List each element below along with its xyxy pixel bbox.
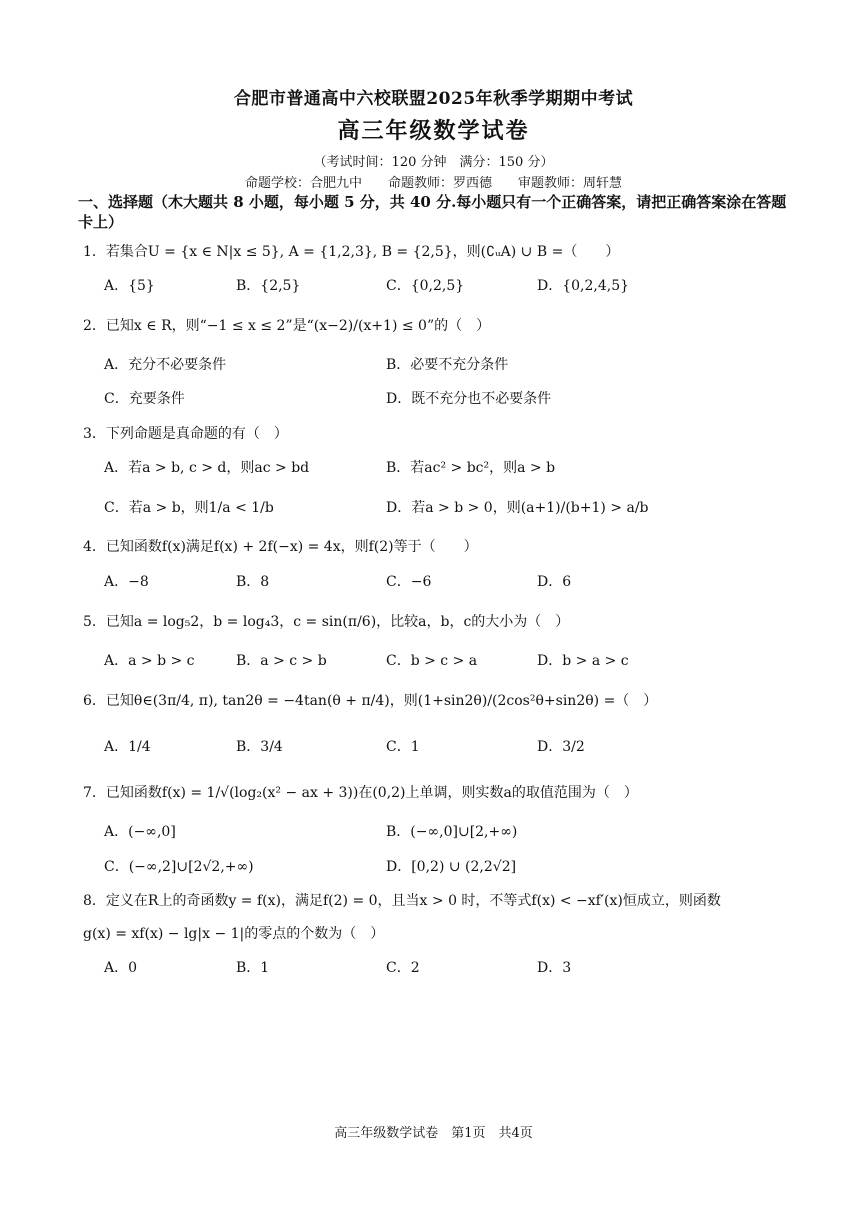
question-5-option-a: A．a > b > c: [104, 653, 195, 669]
question-8-stem-line-1: 8．定义在R上的奇函数y = f(x)，满足f(2) = 0，且当x > 0 时，不等式f(x) < −xf′(x)恒成立，则函数: [83, 893, 721, 909]
question-8-option-d: D．3: [537, 960, 572, 976]
question-7-option-a: A．(−∞,0]: [104, 824, 176, 840]
question-2-option-d: D．既不充分也不必要条件: [386, 391, 552, 407]
question-5-option-c: C．b > c > a: [386, 653, 478, 669]
question-3-option-b: B．若ac² > bc²，则a > b: [386, 460, 556, 476]
question-4-stem: 4．已知函数f(x)满足f(x) + 2f(−x) = 4x，则f(2)等于（ ）: [83, 539, 478, 555]
question-3-option-d: D．若a > b > 0，则(a+1)/(b+1) > a/b: [386, 500, 649, 516]
question-1-stem: 1．若集合U = {x ∈ N|x ≤ 5}, A = {1,2,3}, B = {2,5}，则(∁ᵤA) ∪ B =（ ）: [83, 244, 620, 260]
question-4-option-d: D．6: [537, 574, 572, 590]
question-5-option-d: D．b > a > c: [537, 653, 629, 669]
question-2-option-c: C．充要条件: [104, 391, 185, 407]
question-3-stem: 3．下列命题是真命题的有（ ）: [83, 426, 288, 442]
question-8-option-a: A．0: [104, 960, 138, 976]
question-7-option-c: C．(−∞,2]∪[2√2,+∞): [104, 859, 254, 875]
exam-authors: 命题学校：合肥九中 命题教师：罗西德 审题教师：周轩慧: [244, 176, 622, 191]
question-6-option-a: A．1/4: [104, 739, 151, 755]
page-footer: 高三年级数学试卷 第1页 共4页: [334, 1126, 533, 1141]
section-title: 一、选择题（木大题共 8 小题，每小题 5 分，共 40 分.每小题只有一个正确答案，请把正确答案涂在答题卡上）: [78, 193, 787, 231]
exam-info: （考试时间：120 分钟 满分：150 分）: [313, 155, 554, 170]
question-7-option-b: B．(−∞,0]∪[2,+∞): [386, 824, 518, 840]
question-8-stem-line-2: g(x) = xf(x) − lg|x − 1|的零点的个数为（ ）: [83, 926, 385, 942]
question-8-option-c: C．2: [386, 960, 420, 976]
question-6-option-c: C．1: [386, 739, 420, 755]
question-3-option-a: A．若a > b, c > d，则ac > bd: [104, 460, 310, 476]
question-2-option-a: A．充分不必要条件: [104, 357, 227, 373]
question-7-option-d: D．[0,2) ∪ (2,2√2]: [386, 859, 517, 875]
question-2-stem: 2．已知x ∈ R，则“−1 ≤ x ≤ 2”是“(x−2)/(x+1) ≤ 0”的（ ）: [83, 318, 491, 334]
question-1-option-b: B．{2,5}: [236, 278, 301, 294]
question-8-option-b: B．1: [236, 960, 270, 976]
question-6-option-d: D．3/2: [537, 739, 585, 755]
exam-title: 高三年级数学试卷: [337, 118, 530, 144]
question-5-stem: 5．已知a = log₅2，b = log₄3，c = sin(π/6)，比较a，b，c的大小为（ ）: [83, 614, 570, 630]
question-2-option-b: B．必要不充分条件: [386, 357, 509, 373]
school-title: 合肥市普通高中六校联盟2025年秋季学期期中考试: [233, 89, 634, 109]
question-6-option-b: B．3/4: [236, 739, 283, 755]
question-3-option-c: C．若a > b，则1/a < 1/b: [104, 500, 274, 516]
question-1-option-c: C．{0,2,5}: [386, 278, 465, 294]
question-1-option-d: D．{0,2,4,5}: [537, 278, 630, 294]
question-5-option-b: B．a > c > b: [236, 653, 327, 669]
question-6-stem: 6．已知θ∈(3π/4, π), tan2θ = −4tan(θ + π/4)，则(1+sin2θ)/(2cos²θ+sin2θ) =（ ）: [83, 693, 658, 709]
question-4-option-a: A．−8: [104, 574, 149, 590]
question-4-option-c: C．−6: [386, 574, 432, 590]
question-7-stem: 7．已知函数f(x) = 1/√(log₂(x² − ax + 3))在(0,2)上单调，则实数a的取值范围为（ ）: [83, 785, 638, 801]
question-4-option-b: B．8: [236, 574, 270, 590]
question-1-option-a: A．{5}: [104, 278, 155, 294]
